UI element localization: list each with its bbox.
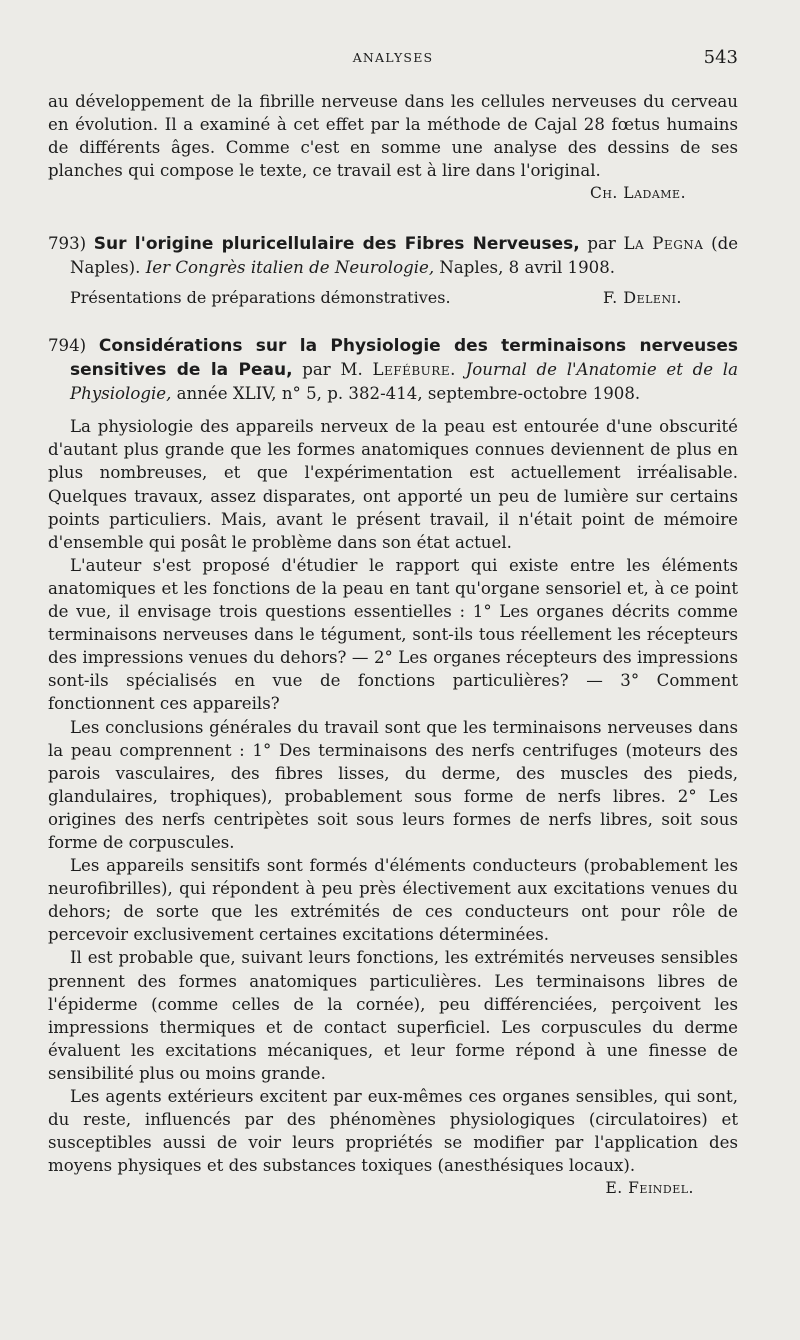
entry-793-heading bbox=[48, 232, 738, 279]
entry-794-citation: année XLIV, n° 5, p. 382-414, septembre-octobre 1908. bbox=[176, 384, 641, 404]
entry-794-author: Lefébure. bbox=[372, 360, 456, 380]
entry-793-place-date: Naples, 8 avril 1908. bbox=[439, 258, 616, 278]
entry-793-signature: F. Deleni. bbox=[602, 288, 682, 308]
body-paragraph: Les appareils sensitifs sont formés d'éléments conducteurs (probablement les neurofibrilles), qui répondent à peu près électivement aux excitations venues du dehors; de sorte que les extrémités de ces conducteurs ont pour rôle de percevoir exclusivement certaines excitations déterminées. bbox=[48, 856, 738, 945]
entry-794-number: 794) bbox=[48, 336, 87, 355]
entry-793-congress: Congrès italien de Neurologie, bbox=[175, 258, 435, 278]
running-head-title: ANALYSES bbox=[352, 50, 434, 65]
body-paragraph: La physiologie des appareils nerveux de la peau est entourée d'une obscurité d'autant plus grande que les formes anatomiques connues deviennent de plus en plus nombreuses, et que l'expérimentation est actuellement irréalisable. Quelques travaux, assez disparates, ont apporté un peu de lumière sur certains points particuliers. Mais, avant le présent travail, il n'était point de mémoire d'ensemble qui posât le problème dans son état actuel. bbox=[48, 417, 738, 552]
entry-793-note-row bbox=[48, 288, 738, 307]
entry-793-title: Sur l'origine pluricellulaire des Fibres Nerveuses, bbox=[93, 234, 580, 254]
body-paragraph: Il est probable que, suivant leurs fonctions, les extrémités nerveuses sensibles prennent des formes anatomiques particulières. Les terminaisons libres de l'épiderme (comme celles de la cornée), peu différenciées, perçoivent les impressions thermiques et de contact superficiel. Les corpuscules du derme évaluent les excitations mécaniques, et leur forme répond à une finesse de sensibilité plus ou moins grande. bbox=[48, 948, 738, 1083]
review-entry-794 bbox=[48, 334, 738, 1197]
page-number: 543 bbox=[703, 47, 738, 68]
entry-793-author: La Pegna bbox=[623, 234, 704, 253]
entry-794-heading bbox=[48, 334, 738, 405]
intro-signature: Ch. Ladame. bbox=[589, 184, 686, 203]
entry-793-affiliation: (de Naples). bbox=[70, 234, 739, 278]
previous-review-continuation bbox=[48, 90, 738, 202]
entry-794-body bbox=[48, 415, 738, 1177]
entry-794-title: Considérations sur la Physiologie des terminaisons nerveuses sensitives de la Peau, bbox=[70, 336, 738, 381]
body-paragraph: Les conclusions générales du travail sont que les terminaisons nerveuses dans la peau comprennent : 1° Des terminaisons des nerfs centrifuges (moteurs des parois vasculaires, des fibres lisses, du derme, des muscles des pieds, glandulaires, trophiques), probablement sous forme de nerfs libres. 2° Les origines des nerfs centripètes soit sous leurs formes de nerfs libres, soit sous forme de corpuscules. bbox=[48, 717, 738, 852]
review-entry-793 bbox=[48, 232, 738, 307]
entry-793-congress-prefix: Ier bbox=[145, 258, 171, 278]
entry-794-signature: E. Feindel. bbox=[605, 1179, 694, 1198]
entry-794-par: par M. bbox=[302, 360, 363, 380]
entry-794-journal: Journal de l'Anatomie et de la Physiologie, bbox=[70, 360, 738, 404]
entry-793-par: par bbox=[587, 234, 616, 253]
entry-793-note: Présentations de préparations démonstratives. bbox=[70, 288, 451, 308]
body-paragraph: Les agents extérieurs excitent par eux-mêmes ces organes sensibles, qui sont, du reste, influencés par des phénomènes physiologiques (circulatoires) et susceptibles aussi de voir leurs propriétés se modifier par l'application des moyens physiques et des substances toxiques (anesthésiques locaux). bbox=[48, 1087, 738, 1176]
entry-793-number: 793) bbox=[48, 234, 87, 253]
running-head bbox=[48, 47, 738, 72]
body-paragraph: L'auteur s'est proposé d'étudier le rapport qui existe entre les éléments anatomiques et les fonctions de la peau en tant qu'organe sensoriel et, à ce point de vue, il envisage trois questions essentielles : 1° Les organes décrits comme terminaisons nerveuses dans le tégument, sont-ils tous réellement les récepteurs des impressions venues du dehors? — 2° Les organes récepteurs des impressions sont-ils spécialisés en vue de fonctions particulières? — 3° Comment fonctionnent ces appareils? bbox=[48, 555, 738, 714]
intro-paragraph: au développement de la fibrille nerveuse dans les cellules nerveuses du cerveau en évolution. Il a examiné à cet effet par la méthode de Cajal 28 fœtus humains de différents âges. Comme c'est en somme une analyse des dessins de ses planches qui compose le texte, ce travail est à lire dans l'original. bbox=[48, 92, 738, 181]
